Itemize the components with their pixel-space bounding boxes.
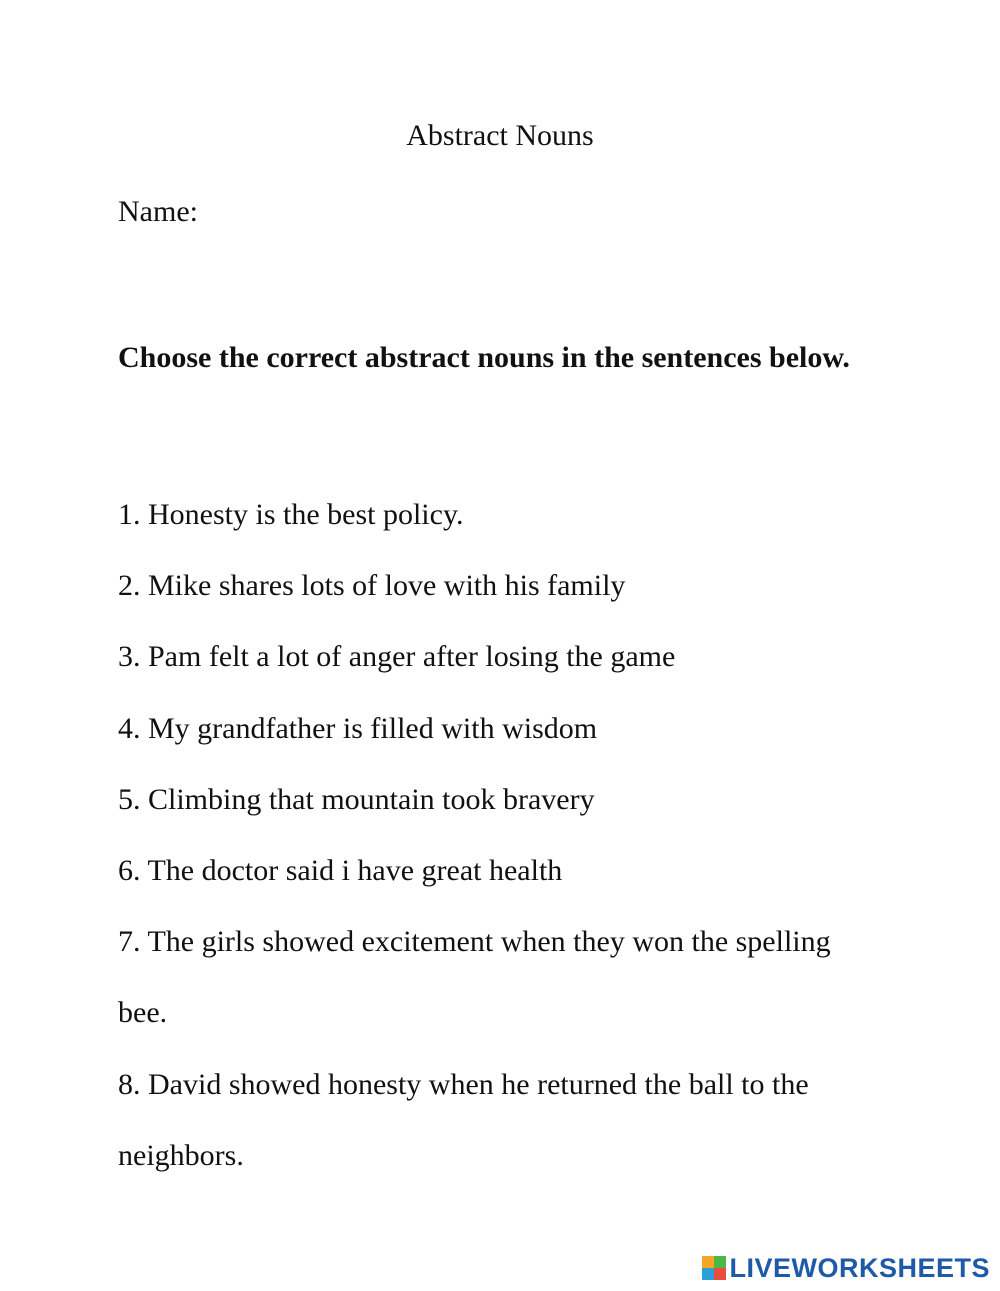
logo-cell bbox=[702, 1268, 714, 1280]
sentence-line: 3. Pam felt a lot of anger after losing the game bbox=[118, 640, 676, 674]
sentence-line: 2. Mike shares lots of love with his family bbox=[118, 569, 626, 603]
sentence-item bbox=[118, 550, 888, 621]
name-label: Name: bbox=[118, 195, 198, 228]
sentence-line: 4. My grandfather is filled with wisdom bbox=[118, 711, 598, 745]
sentence-list bbox=[118, 479, 888, 1191]
sentence-item bbox=[118, 764, 888, 835]
sentence-item bbox=[118, 1049, 888, 1191]
sentence-line: 5. Climbing that mountain took bravery bbox=[118, 782, 595, 816]
worksheet-title: Abstract Nouns bbox=[406, 119, 594, 152]
liveworksheets-logo-icon bbox=[702, 1256, 726, 1280]
sentence-line: 7. The girls showed excitement when they won the spelling bbox=[118, 925, 831, 959]
logo-cell bbox=[714, 1268, 726, 1280]
instructions: Choose the correct abstract nouns in the sentences below. bbox=[118, 341, 850, 374]
sentence-item bbox=[118, 906, 888, 1048]
sentence-item bbox=[118, 835, 888, 906]
logo-cell bbox=[714, 1256, 726, 1268]
sentence-line-continued: neighbors. bbox=[118, 1138, 244, 1172]
sentence-line: 1. Honesty is the best policy. bbox=[118, 498, 464, 531]
brand-wordmark: LIVEWORKSHEETS bbox=[729, 1253, 990, 1283]
sentence-line-continued: bee. bbox=[118, 996, 168, 1030]
sentence-item bbox=[118, 693, 888, 764]
logo-cell bbox=[702, 1256, 714, 1268]
liveworksheets-brand bbox=[702, 1254, 990, 1282]
sentence-item bbox=[118, 621, 888, 692]
sentence-item bbox=[118, 479, 888, 550]
sentence-line: 6. The doctor said i have great health bbox=[118, 853, 563, 887]
sentence-line: 8. David showed honesty when he returned the ball to the bbox=[118, 1067, 809, 1101]
